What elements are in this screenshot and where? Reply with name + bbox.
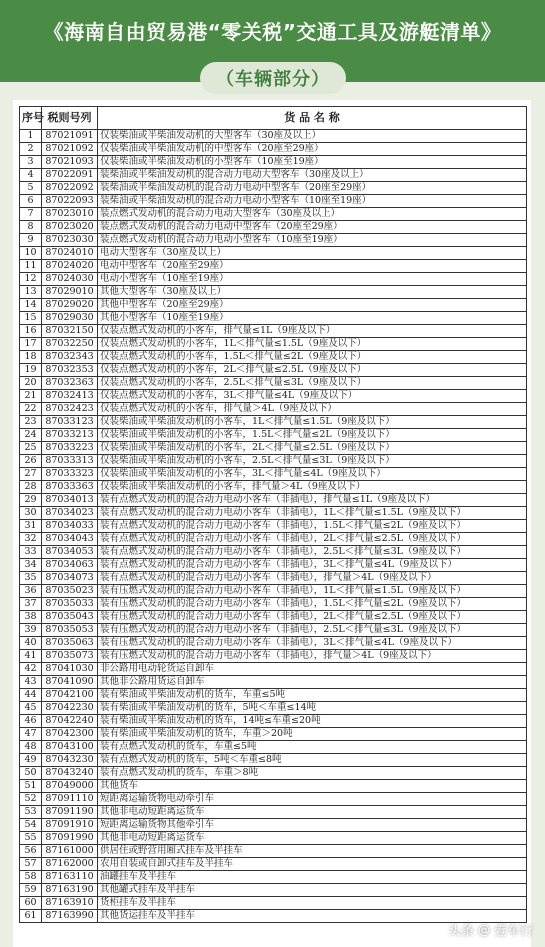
row-serial: 55 [20,832,42,845]
table-row [20,689,527,702]
row-goods-name: 仅装柴油或半柴油发动机的大型客车（30座及以上） [98,130,527,143]
table-row [20,221,527,234]
row-tariff-code: 87023030 [42,234,98,247]
row-tariff-code: 87032363 [42,377,98,390]
row-goods-name: 仅装点燃式发动机的小客车，2L＜排气量≤2.5L（9座及以下） [98,364,527,377]
table-row [20,299,527,312]
row-tariff-code: 87033123 [42,416,98,429]
row-serial: 21 [20,390,42,403]
table-row [20,819,527,832]
row-tariff-code: 87043100 [42,741,98,754]
row-serial: 39 [20,624,42,637]
row-tariff-code: 87035033 [42,598,98,611]
row-serial: 12 [20,273,42,286]
row-serial: 23 [20,416,42,429]
row-serial: 45 [20,702,42,715]
watermark-prefix: 头条 [447,924,474,939]
row-tariff-code: 87033213 [42,429,98,442]
row-goods-name: 仅装柴油或半柴油发动机的小客车，3L＜排气量≤4L（9座及以下） [98,468,527,481]
row-goods-name: 装点燃式发动机的混合动力电动大型客车（30座及以上） [98,208,527,221]
row-serial: 43 [20,676,42,689]
table-row [20,754,527,767]
row-goods-name: 装有点燃式发动机的货车，车重＞8吨 [98,767,527,780]
row-tariff-code: 87042230 [42,702,98,715]
row-tariff-code: 87029030 [42,312,98,325]
row-serial: 19 [20,364,42,377]
row-tariff-code: 87035063 [42,637,98,650]
row-serial: 54 [20,819,42,832]
row-serial: 13 [20,286,42,299]
row-goods-name: 非公路用电动轮货运自卸车 [98,663,527,676]
row-serial: 32 [20,533,42,546]
row-tariff-code: 87043230 [42,754,98,767]
table-row [20,741,527,754]
vehicle-list-table [19,106,527,923]
table-row [20,702,527,715]
table-row [20,143,527,156]
row-serial: 49 [20,754,42,767]
row-serial: 59 [20,884,42,897]
row-serial: 61 [20,910,42,923]
row-goods-name: 仅装点燃式发动机的小客车，1L＜排气量≤1.5L（9座及以下） [98,338,527,351]
table-row [20,377,527,390]
row-goods-name: 仅装柴油或半柴油发动机的中型客车（20座至29座） [98,143,527,156]
row-serial: 25 [20,442,42,455]
row-serial: 8 [20,221,42,234]
row-goods-name: 仅装柴油或半柴油发动机的小客车，2.5L＜排气量≤3L（9座及以下） [98,455,527,468]
row-goods-name: 装有点燃式发动机的混合动力电动小客车（非插电），2L＜排气量≤2.5L（9座及以下） [98,533,527,546]
page-subtitle: （车辆部分） [216,69,330,90]
header-goods-name: 货 品 名 称 [98,107,527,130]
row-goods-name: 其他货车 [98,780,527,793]
row-goods-name: 装有点燃式发动机的混合动力电动小客车（非插电），1.5L＜排气量≤2L（9座及以下） [98,520,527,533]
row-goods-name: 装有点燃式发动机的混合动力电动小客车（非插电），排气量≤1L（9座及以下） [98,494,527,507]
row-serial: 17 [20,338,42,351]
row-serial: 58 [20,871,42,884]
table-row [20,286,527,299]
row-serial: 60 [20,897,42,910]
table-row [20,325,527,338]
row-serial: 57 [20,858,42,871]
table-row [20,845,527,858]
row-tariff-code: 87091990 [42,832,98,845]
row-goods-name: 仅装柴油或半柴油发动机的小客车，排气量＞4L（9座及以下） [98,481,527,494]
row-serial: 47 [20,728,42,741]
row-serial: 37 [20,598,42,611]
row-serial: 7 [20,208,42,221]
row-tariff-code: 87032150 [42,325,98,338]
table-row [20,403,527,416]
row-goods-name: 其他罐式挂车及半挂车 [98,884,527,897]
row-tariff-code: 87043240 [42,767,98,780]
table-row [20,533,527,546]
row-tariff-code: 87029020 [42,299,98,312]
subtitle-badge [200,62,346,94]
row-tariff-code: 87035073 [42,650,98,663]
row-goods-name: 仅装柴油或半柴油发动机的小客车，1L＜排气量≤1.5L（9座及以下） [98,416,527,429]
row-goods-name: 装有柴油或半柴油发动机的货车，车重≤5吨 [98,689,527,702]
table-row [20,520,527,533]
table-row [20,494,527,507]
row-serial: 26 [20,455,42,468]
row-tariff-code: 87024030 [42,273,98,286]
row-serial: 30 [20,507,42,520]
table-row [20,455,527,468]
row-serial: 9 [20,234,42,247]
row-goods-name: 仅装柴油或半柴油发动机的小客车，1.5L＜排气量≤2L（9座及以下） [98,429,527,442]
table-row [20,208,527,221]
row-tariff-code: 87042100 [42,689,98,702]
row-goods-name: 装有点燃式发动机的货车，车重≤5吨 [98,741,527,754]
row-tariff-code: 87032250 [42,338,98,351]
row-goods-name: 仅装点燃式发动机的小客车，排气量＞4L（9座及以下） [98,403,527,416]
row-serial: 36 [20,585,42,598]
row-goods-name: 仅装点燃式发动机的小客车，2.5L＜排气量≤3L（9座及以下） [98,377,527,390]
table-row [20,598,527,611]
row-serial: 11 [20,260,42,273]
row-goods-name: 其他非电动短距离运货车 [98,832,527,845]
table-row [20,364,527,377]
row-tariff-code: 87035023 [42,585,98,598]
row-tariff-code: 87163110 [42,871,98,884]
row-tariff-code: 87035053 [42,624,98,637]
table-row [20,793,527,806]
row-tariff-code: 87024010 [42,247,98,260]
row-goods-name: 货柜挂车及半挂车 [98,897,527,910]
row-serial: 24 [20,429,42,442]
row-goods-name: 其他小型客车（10座至19座） [98,312,527,325]
table-row [20,780,527,793]
row-serial: 27 [20,468,42,481]
table-row [20,234,527,247]
table-row [20,351,527,364]
table-row [20,169,527,182]
row-serial: 15 [20,312,42,325]
row-tariff-code: 87021092 [42,143,98,156]
row-goods-name: 短距离运输货物其他牵引车 [98,819,527,832]
row-serial: 3 [20,156,42,169]
row-goods-name: 装有压燃式发动机的混合动力电动小客车（非插电），1L＜排气量≤1.5L（9座及以下） [98,585,527,598]
table-row [20,182,527,195]
row-goods-name: 油罐挂车及半挂车 [98,871,527,884]
table-row [20,390,527,403]
table-row [20,767,527,780]
table-row [20,559,527,572]
row-serial: 56 [20,845,42,858]
row-serial: 6 [20,195,42,208]
table-row [20,260,527,273]
row-tariff-code: 87023020 [42,221,98,234]
source-watermark [448,920,533,939]
row-tariff-code: 87023010 [42,208,98,221]
table-row [20,273,527,286]
row-tariff-code: 87034043 [42,533,98,546]
row-serial: 41 [20,650,42,663]
row-goods-name: 仅装柴油或半柴油发动机的小客车，2L＜排气量≤2.5L（9座及以下） [98,442,527,455]
table-row [20,715,527,728]
row-tariff-code: 87034033 [42,520,98,533]
row-tariff-code: 87033313 [42,455,98,468]
table-row [20,897,527,910]
table-row [20,728,527,741]
row-serial: 52 [20,793,42,806]
row-tariff-code: 87033223 [42,442,98,455]
row-tariff-code: 87042300 [42,728,98,741]
row-goods-name: 仅装点燃式发动机的小客车，3L＜排气量≤4L（9座及以下） [98,390,527,403]
row-goods-name: 装柴油或半柴油发动机的混合动力电动大型客车（30座及以上） [98,169,527,182]
row-goods-name: 装柴油或半柴油发动机的混合动力电动小型客车（10座至19座） [98,195,527,208]
table-row [20,676,527,689]
row-tariff-code: 87022092 [42,182,98,195]
row-tariff-code: 87091190 [42,806,98,819]
row-serial: 42 [20,663,42,676]
row-goods-name: 装有压燃式发动机的混合动力电动小客车（非插电），1.5L＜排气量≤2L（9座及以下） [98,598,527,611]
row-serial: 35 [20,572,42,585]
row-serial: 48 [20,741,42,754]
row-serial: 18 [20,351,42,364]
row-goods-name: 仅装点燃式发动机的小客车，1.5L＜排气量≤2L（9座及以下） [98,351,527,364]
row-goods-name: 装有点燃式发动机的货车，5吨＜车重≤8吨 [98,754,527,767]
row-serial: 40 [20,637,42,650]
row-serial: 38 [20,611,42,624]
table-header-row [20,107,527,130]
row-serial: 31 [20,520,42,533]
table-row [20,247,527,260]
row-tariff-code: 87022091 [42,169,98,182]
row-goods-name: 其他货运挂车及半挂车 [98,910,527,923]
row-serial: 14 [20,299,42,312]
row-tariff-code: 87034063 [42,559,98,572]
header-tariff-code: 税则号列 [42,107,98,130]
row-serial: 33 [20,546,42,559]
row-serial: 51 [20,780,42,793]
row-tariff-code: 87029010 [42,286,98,299]
row-tariff-code: 87032413 [42,390,98,403]
table-row [20,429,527,442]
row-tariff-code: 87034013 [42,494,98,507]
row-tariff-code: 87041090 [42,676,98,689]
row-tariff-code: 87032353 [42,364,98,377]
row-tariff-code: 87163910 [42,897,98,910]
row-tariff-code: 87161000 [42,845,98,858]
table-row [20,338,527,351]
table-row [20,650,527,663]
row-goods-name: 装有点燃式发动机的混合动力电动小客车（非插电），3L＜排气量≤4L（9座及以下） [98,559,527,572]
row-serial: 1 [20,130,42,143]
row-tariff-code: 87049000 [42,780,98,793]
row-serial: 5 [20,182,42,195]
row-goods-name: 其他中型客车（20座至29座） [98,299,527,312]
table-row [20,871,527,884]
row-goods-name: 装有点燃式发动机的混合动力电动小客车（非插电），排气量＞4L（9座及以下） [98,572,527,585]
row-serial: 50 [20,767,42,780]
row-tariff-code: 87163990 [42,910,98,923]
table-row [20,806,527,819]
table-row [20,858,527,871]
table-row [20,156,527,169]
table-row [20,832,527,845]
at-icon: @ [477,922,490,937]
row-tariff-code: 87021093 [42,156,98,169]
row-goods-name: 装有压燃式发动机的混合动力电动小客车（非插电），2.5L＜排气量≤3L（9座及以下） [98,624,527,637]
row-goods-name: 其他非电动短距离运货车 [98,806,527,819]
row-tariff-code: 87032343 [42,351,98,364]
table-row [20,130,527,143]
row-goods-name: 装点燃式发动机的混合动力电动中型客车（20座至29座） [98,221,527,234]
table-row [20,481,527,494]
row-goods-name: 装柴油或半柴油发动机的混合动力电动中型客车（20座至29座） [98,182,527,195]
table-row [20,624,527,637]
row-serial: 16 [20,325,42,338]
row-goods-name: 农用自装或自卸式挂车及半挂车 [98,858,527,871]
table-row [20,442,527,455]
row-tariff-code: 87041030 [42,663,98,676]
row-serial: 22 [20,403,42,416]
table-row [20,572,527,585]
row-goods-name: 装有柴油或半柴油发动机的货车，车重＞20吨 [98,728,527,741]
row-goods-name: 电动中型客车（20座至29座） [98,260,527,273]
row-serial: 4 [20,169,42,182]
table-row [20,468,527,481]
header-serial: 序号 [20,107,42,130]
row-goods-name: 电动小型客车（10座至19座） [98,273,527,286]
row-tariff-code: 87024020 [42,260,98,273]
row-tariff-code: 87034023 [42,507,98,520]
table-row [20,585,527,598]
row-tariff-code: 87034053 [42,546,98,559]
row-tariff-code: 87032423 [42,403,98,416]
row-serial: 10 [20,247,42,260]
table-row [20,195,527,208]
page-title: 《海南自由贸易港“零关税”交通工具及游艇清单》 [43,20,502,44]
row-tariff-code: 87033323 [42,468,98,481]
row-tariff-code: 87033363 [42,481,98,494]
row-serial: 44 [20,689,42,702]
row-serial: 2 [20,143,42,156]
row-tariff-code: 87163190 [42,884,98,897]
table-row [20,546,527,559]
table-body [20,130,527,923]
table-row [20,663,527,676]
row-serial: 28 [20,481,42,494]
row-tariff-code: 87042240 [42,715,98,728]
row-goods-name: 装点燃式发动机的混合动力电动小型客车（10座至19座） [98,234,527,247]
row-serial: 34 [20,559,42,572]
row-goods-name: 装有柴油或半柴油发动机的货车，14吨≤车重≤20吨 [98,715,527,728]
row-goods-name: 装有点燃式发动机的混合动力电动小客车（非插电），1L＜排气量≤1.5L（9座及以下） [98,507,527,520]
row-tariff-code: 87162000 [42,858,98,871]
row-serial: 20 [20,377,42,390]
row-goods-name: 仅装点燃式发动机的小客车，排气量≤1L（9座及以下） [98,325,527,338]
row-serial: 29 [20,494,42,507]
row-goods-name: 装有点燃式发动机的混合动力电动小客车（非插电），2.5L＜排气量≤3L（9座及以下） [98,546,527,559]
table-row [20,611,527,624]
row-tariff-code: 87091910 [42,819,98,832]
row-goods-name: 其他非公路用货运自卸车 [98,676,527,689]
row-goods-name: 供居住或野营用厢式挂车及半挂车 [98,845,527,858]
row-goods-name: 电动大型客车（30座及以上） [98,247,527,260]
row-goods-name: 装有压燃式发动机的混合动力电动小客车（非插电），3L＜排气量≤4L（9座及以下） [98,637,527,650]
row-tariff-code: 87035043 [42,611,98,624]
row-serial: 46 [20,715,42,728]
row-goods-name: 其他大型客车（30座及以上） [98,286,527,299]
row-tariff-code: 87021091 [42,130,98,143]
row-goods-name: 装有压燃式发动机的混合动力电动小客车（非插电），2L＜排气量≤2.5L（9座及以下） [98,611,527,624]
row-goods-name: 装有压燃式发动机的混合动力电动小客车（非插电），排气量＞4L（9座及以下） [98,650,527,663]
table-row [20,507,527,520]
row-tariff-code: 87022093 [42,195,98,208]
row-goods-name: 仅装柴油或半柴油发动机的小型客车（10座至19座） [98,156,527,169]
row-serial: 53 [20,806,42,819]
table-row [20,416,527,429]
row-tariff-code: 87091110 [42,793,98,806]
document-sheet [13,100,531,947]
row-goods-name: 短距离运输货物电动牵引车 [98,793,527,806]
row-tariff-code: 87034073 [42,572,98,585]
table-row [20,884,527,897]
row-goods-name: 装有柴油或半柴油发动机的货车，5吨＜车重≤14吨 [98,702,527,715]
table-row [20,312,527,325]
watermark-name: 壹车行 [493,924,533,939]
table-row [20,637,527,650]
